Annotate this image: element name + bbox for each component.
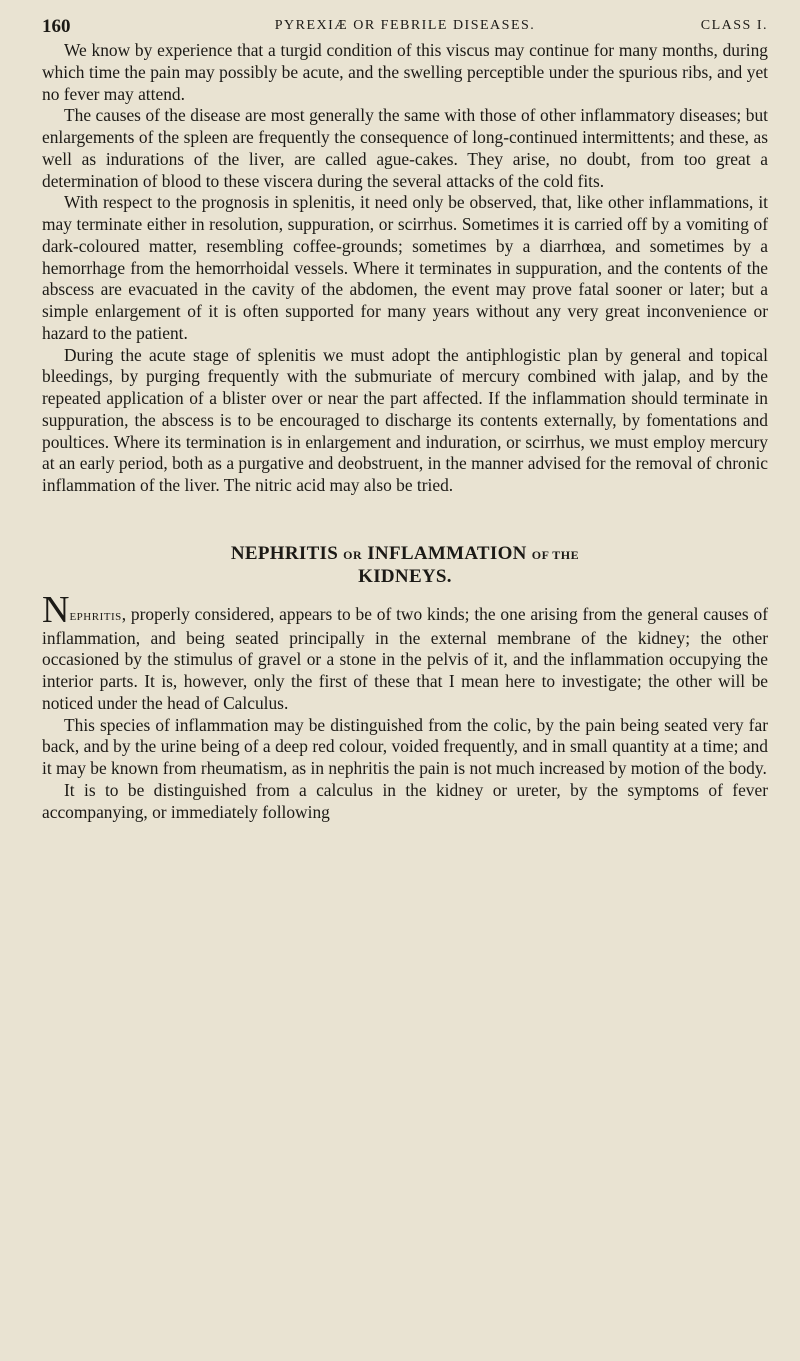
drop-cap: N xyxy=(42,588,70,631)
running-title: PYREXIÆ OR FEBRILE DISEASES. xyxy=(274,18,536,33)
section-heading-line-1: NEPHRITIS OR INFLAMMATION OF THE xyxy=(230,542,580,564)
paragraph xyxy=(42,588,768,715)
section-heading xyxy=(42,543,768,588)
page-number: 160 xyxy=(42,16,71,37)
section-heading-line-2: KIDNEYS. xyxy=(358,565,452,587)
paragraph: The causes of the disease are most generally the same with those of other inflammatory diseases; but enlargements of the spleen are frequently the consequence of long-continued intermittents; and these, as well as indurations of the liver, are called ague-cakes. They arise, no doubt, from too great a determination of blood to these viscera during the several attacks of the cold fits. xyxy=(42,105,768,191)
class-mark: CLASS I. xyxy=(700,18,768,33)
paragraph-body: , properly considered, appears to be of two kinds; the one arising from the general causes of inflammation, and being seated principally in the external membrane of the kidney; the other occasioned by the stimulus of gravel or a stone in the pelvis of it, and the inflammation occupying the interior parts. It is, however, only the first of these that I mean here to investigate; the other will be noticed under the head of Calculus. xyxy=(42,603,768,713)
paragraph: With respect to the prognosis in splenitis, it need only be observed, that, like other inflammations, it may terminate either in resolution, suppuration, or scirrhus. Sometimes it is carried off by a vomiting of dark-coloured matter, resembling coffee-grounds; sometimes by a diarrhœa, and sometimes by a hemorrhage from the hemorrhoidal vessels. Where it terminates in suppuration, and the contents of the abscess are evacuated in the cavity of the abdomen, the event may prove fatal sooner or later; but a simple enlargement of it is often supported for many years without any very great inconvenience or hazard to the patient. xyxy=(42,192,768,343)
paragraph: During the acute stage of splenitis we must adopt the antiphlogistic plan by general and topical bleedings, by purging frequently with the submuriate of mercury combined with jalap, and by the repeated application of a blister over or near the part affected. If the inflammation should terminate in suppuration, the abscess is to be encouraged to discharge its contents externally, by fomentations and poultices. Where its termination is in enlargement and induration, or scirrhus, we must employ mercury at an early period, both as a purgative and deobstruent, in the manner advised for the removal of chronic inflammation of the liver. The nitric acid may also be tried. xyxy=(42,344,768,495)
lead-in-word: ephritis xyxy=(69,607,122,624)
paragraph: It is to be distinguished from a calculus in the kidney or ureter, by the symptoms of fever accompanying, or immediately following xyxy=(42,779,768,822)
paragraph: We know by experience that a turgid condition of this viscus may continue for many months, during which time the pain may possibly be acute, and the swelling perceptible under the spurious ribs, and yet no fever may attend. xyxy=(42,40,768,104)
running-header xyxy=(42,10,768,38)
body-text xyxy=(42,40,768,823)
paragraph: This species of inflammation may be distinguished from the colic, by the pain being seated very far back, and by the urine being of a deep red colour, voided frequently, and in small quantity at a time; and it may be known from rheumatism, as in nephritis the pain is not much increased by motion of the body. xyxy=(42,714,768,778)
